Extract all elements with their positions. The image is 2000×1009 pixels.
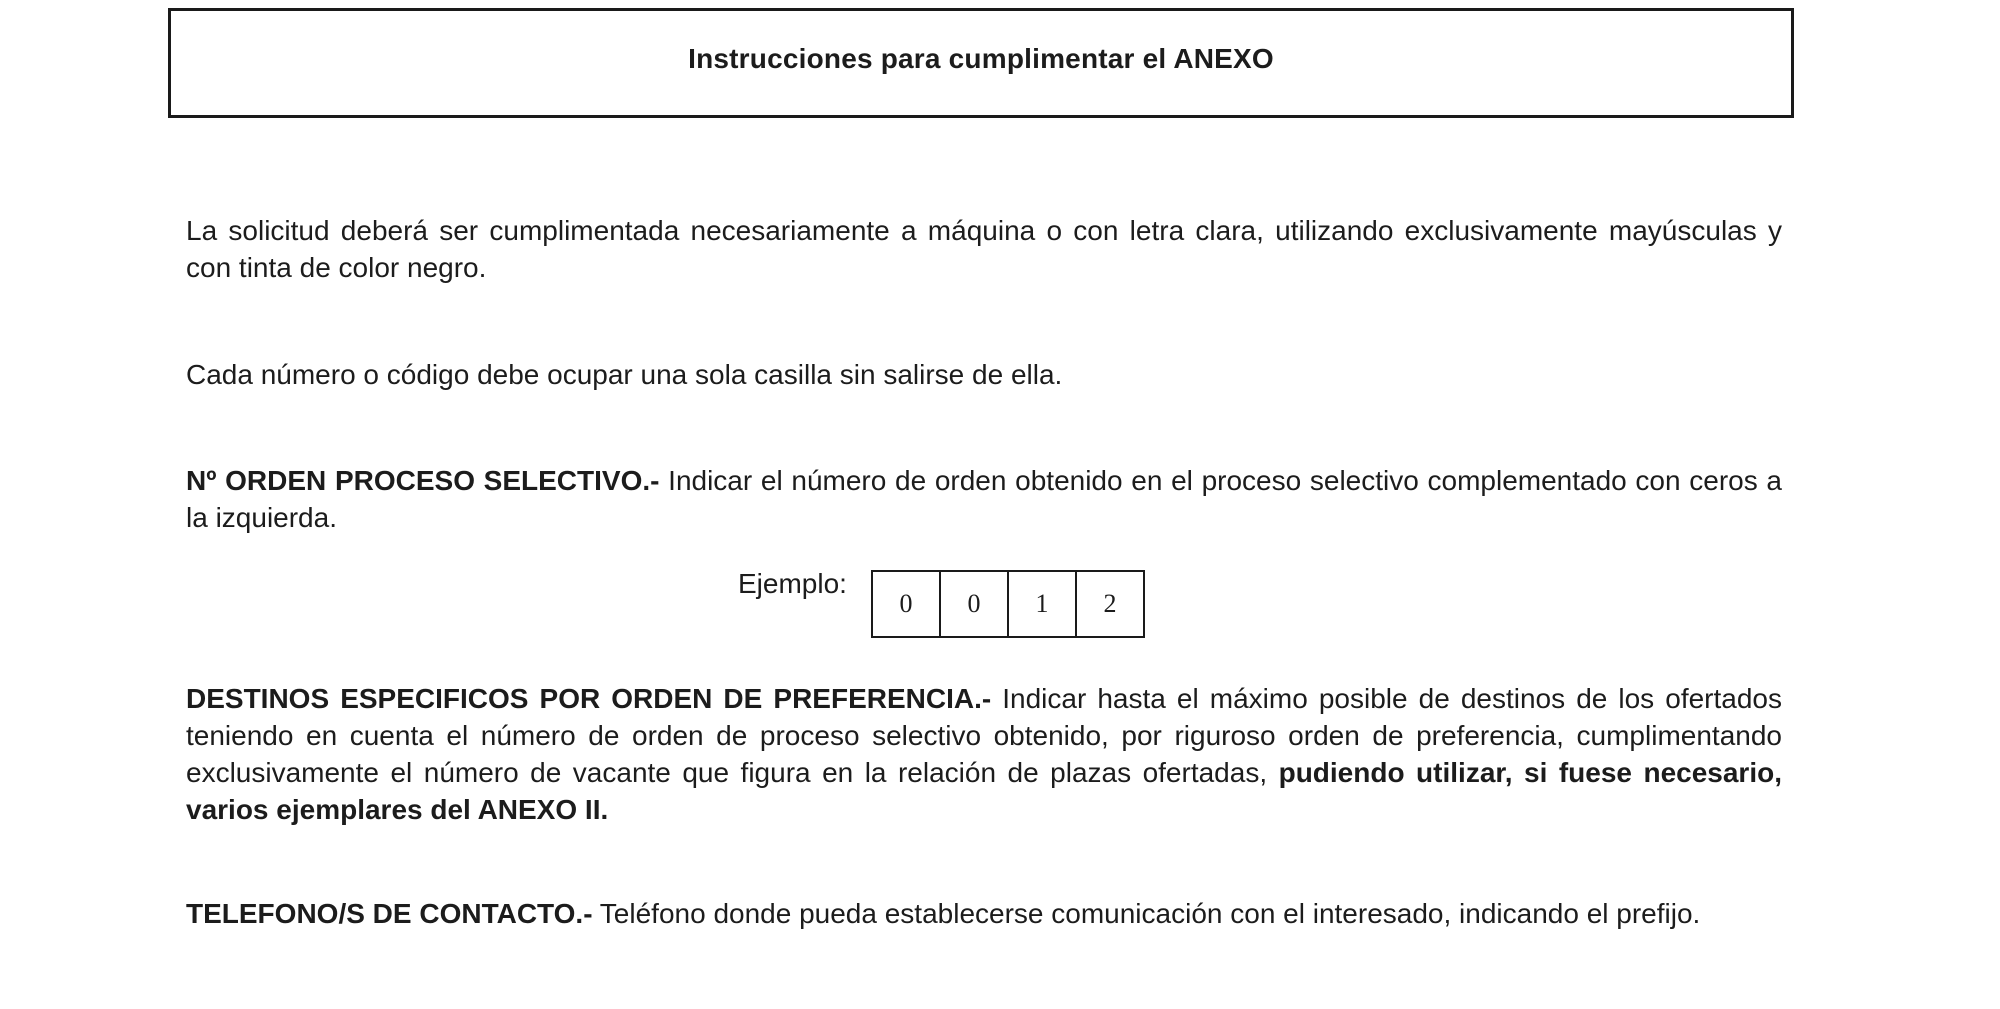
- example-digit-boxes: [871, 570, 1145, 638]
- example-digit-cell: 0: [941, 572, 1009, 636]
- orden-proceso-label: Nº ORDEN PROCESO SELECTIVO.-: [186, 465, 660, 496]
- paragraph-orden-proceso: [186, 462, 1782, 536]
- telefono-text: Teléfono donde pueda establecerse comunicación con el interesado, indicando el prefijo.: [592, 898, 1701, 929]
- destinos-text: Indicar hasta el máximo posible de destinos de los ofertados teniendo en cuenta el número de orden de proceso selectivo obtenido, por riguroso orden de preferencia, cumplimentando exclusivamente el número de vacante que figura en la relación de plazas ofertadas,: [186, 683, 1782, 788]
- telefono-label: TELEFONO/S DE CONTACTO.-: [186, 898, 593, 929]
- example-block: [738, 568, 1145, 638]
- example-label: Ejemplo:: [738, 568, 847, 599]
- example-digit-cell: 0: [873, 572, 941, 636]
- destinos-note: pudiendo utilizar, si fuese necesario, varios ejemplares del ANEXO II.: [186, 757, 1782, 825]
- title-box: [168, 8, 1794, 118]
- example-digit-cell: 2: [1103, 589, 1117, 618]
- document-title: Instrucciones para cumplimentar el ANEXO: [688, 43, 1274, 74]
- paragraph-destinos: [186, 680, 1782, 828]
- orden-proceso-text: Indicar el número de orden obtenido en el proceso selectivo complementado con ceros a la izquierda.: [186, 465, 1782, 533]
- paragraph-handwriting-instructions: La solicitud deberá ser cumplimentada necesariamente a máquina o con letra clara, utilizando exclusivamente mayúsculas y con tinta de color negro.: [186, 215, 1782, 283]
- example-digit-cell: 1: [1009, 572, 1077, 636]
- paragraph-telefono: [186, 895, 1782, 932]
- destinos-label: DESTINOS ESPECIFICOS POR ORDEN DE PREFERENCIA.-: [186, 683, 992, 714]
- paragraph-box-instructions: Cada número o código debe ocupar una sola casilla sin salirse de ella.: [186, 359, 1063, 390]
